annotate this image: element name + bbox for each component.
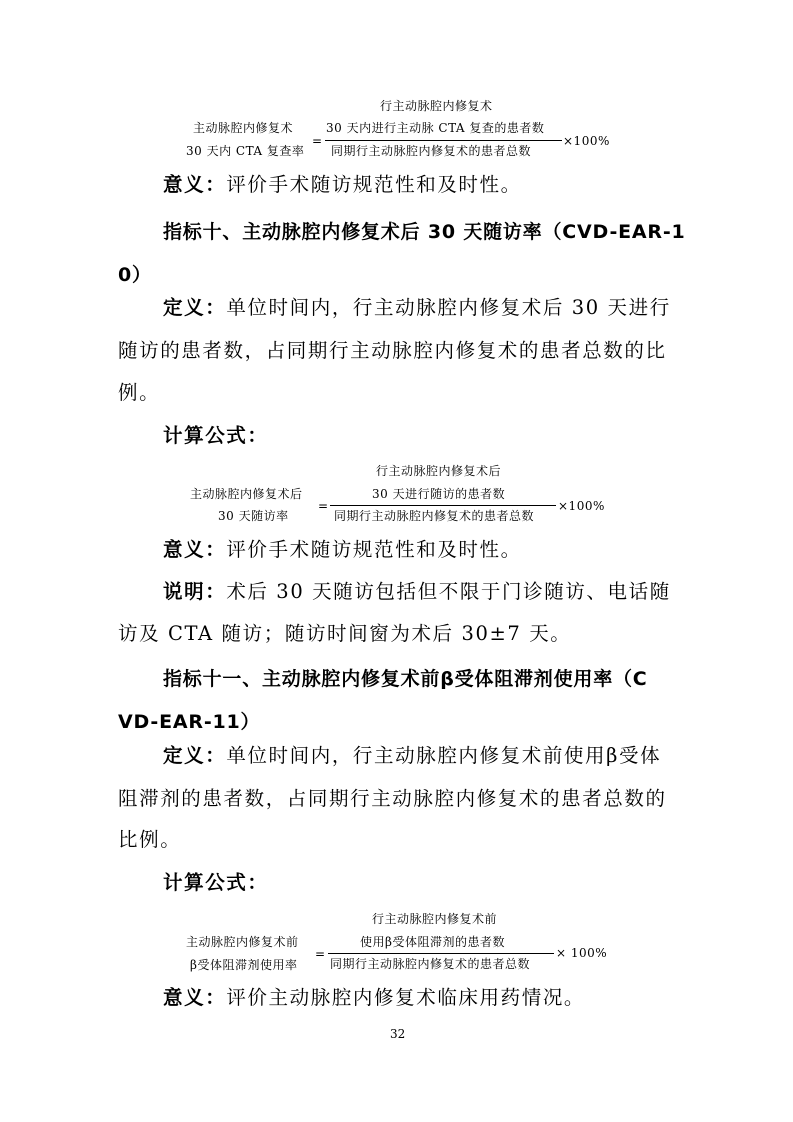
fraction-bar — [328, 953, 554, 954]
note-text: 术后 30 天随访包括但不限于门诊随访、电话随 — [226, 580, 671, 603]
indicator11-definition-line3: 比例。 — [118, 828, 182, 851]
meaning-text: 评价主动脉腔内修复术临床用药情况。 — [226, 986, 586, 1009]
indicator10-title-line1: 指标十、主动脉腔内修复术后 30 天随访率（CVD-EAR-1 — [163, 221, 686, 243]
formula-equals: = — [318, 499, 329, 513]
formula-numerator: 使用β受体阻滞剂的患者数 — [360, 935, 505, 949]
definition-label: 定义： — [163, 744, 227, 767]
meaning-cta — [163, 175, 522, 195]
formula-denominator: 同期行主动脉腔内修复术的患者总数 — [330, 957, 531, 971]
indicator10-definition-line1 — [163, 298, 671, 318]
formula-multiplier: × 100% — [556, 946, 608, 960]
meaning-label: 意义： — [163, 986, 227, 1009]
indicator10-definition-line3: 例。 — [118, 381, 161, 404]
meaning-label: 意义： — [163, 538, 227, 561]
indicator10-definition-line2: 随访的患者数，占同期行主动脉腔内修复术的患者总数的比 — [118, 339, 667, 362]
note-label: 说明： — [163, 580, 227, 603]
indicator11-definition-line1 — [163, 746, 661, 766]
formula-numerator-top: 行主动脉腔内修复术后 — [376, 464, 502, 478]
definition-label: 定义： — [163, 296, 227, 319]
indicator11-title-line1: 指标十一、主动脉腔内修复术前β受体阻滞剂使用率（C — [163, 668, 648, 690]
formula-equals: = — [312, 134, 323, 148]
formula-numerator: 30 天内进行主动脉 CTA 复查的患者数 — [326, 121, 545, 135]
indicator11-definition-line2: 阻滞剂的患者数，占同期行主动脉腔内修复术的患者总数的 — [118, 787, 667, 810]
indicator11-formula-label: 计算公式： — [163, 871, 269, 894]
formula-lhs-line2: β受体阻滞剂使用率 — [190, 958, 298, 972]
page-number: 32 — [390, 1027, 406, 1041]
meaning-text: 评价手术随访规范性和及时性。 — [226, 538, 522, 561]
formula-lhs-line1: 主动脉腔内修复术前 — [186, 935, 299, 949]
indicator10-note-line1 — [163, 582, 671, 602]
formula-denominator: 同期行主动脉腔内修复术的患者总数 — [331, 144, 532, 158]
indicator10-title-line2: 0） — [118, 264, 152, 286]
indicator10-formula-label: 计算公式： — [163, 424, 269, 447]
formula-lhs-line1: 主动脉腔内修复术后 — [190, 487, 303, 501]
formula-lhs-line2: 30 天随访率 — [218, 509, 289, 523]
formula-lhs-line1: 主动脉腔内修复术 — [193, 121, 294, 135]
indicator10-meaning — [163, 540, 522, 560]
fraction-bar — [330, 505, 556, 506]
formula-equals: = — [315, 947, 326, 961]
formula-multiplier: ×100% — [563, 134, 610, 148]
indicator11-meaning — [163, 988, 585, 1008]
indicator11-title-line2: VD-EAR-11） — [118, 711, 261, 733]
definition-text: 单位时间内，行主动脉腔内修复术后 30 天进行 — [226, 296, 671, 319]
indicator10-note-line2: 访及 CTA 随访；随访时间窗为术后 30±7 天。 — [118, 622, 572, 645]
formula-numerator: 30 天进行随访的患者数 — [372, 487, 506, 501]
formula-multiplier: ×100% — [558, 499, 605, 513]
meaning-text: 评价手术随访规范性和及时性。 — [226, 173, 522, 196]
formula-numerator-top: 行主动脉腔内修复术 — [380, 99, 493, 113]
formula-denominator: 同期行主动脉腔内修复术的患者总数 — [334, 509, 535, 523]
meaning-label: 意义： — [163, 173, 227, 196]
formula-lhs-line2: 30 天内 CTA 复查率 — [186, 144, 305, 158]
fraction-bar — [325, 140, 562, 141]
formula-numerator-top: 行主动脉腔内修复术前 — [372, 912, 498, 926]
definition-text: 单位时间内，行主动脉腔内修复术前使用β受体 — [226, 744, 662, 767]
